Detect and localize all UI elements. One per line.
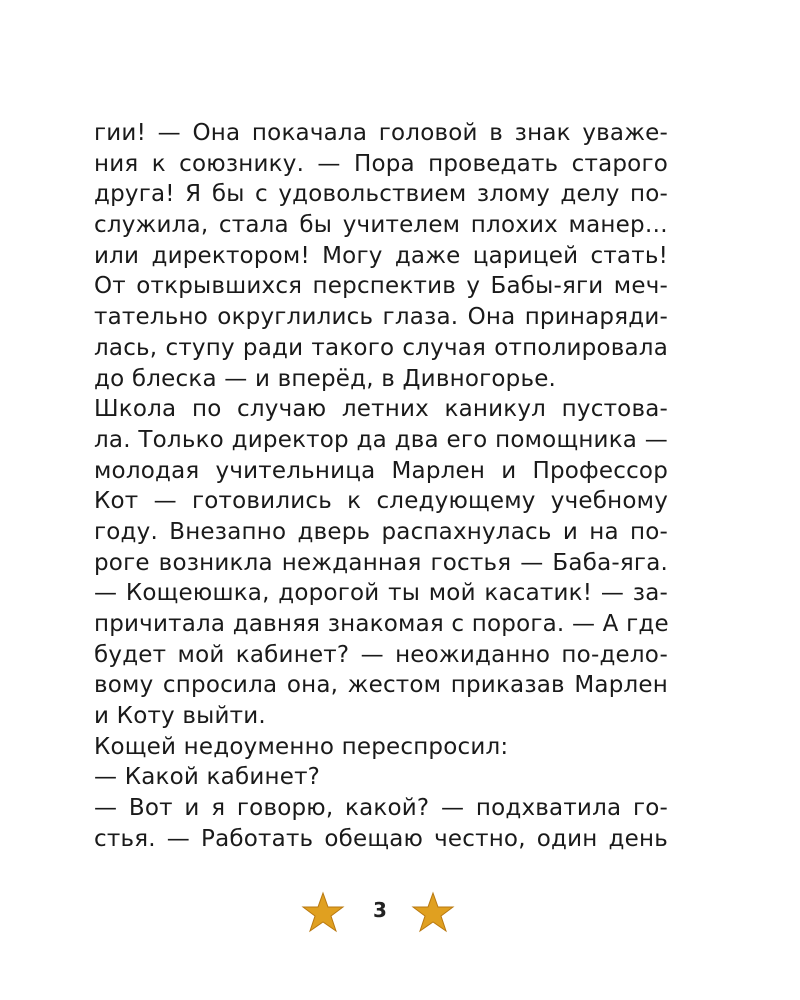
text-line: лась, ступу ради такого случая отполировала xyxy=(94,334,668,361)
text-line: друга! Я бы с удовольствием злому делу по- xyxy=(94,181,668,208)
text-line: — Какой кабинет? xyxy=(94,764,321,791)
text-line: причитала давняя знакомая с порога. — А где xyxy=(94,611,669,637)
text-line: и Коту выйти. xyxy=(94,703,266,730)
text-line: до блеска — и вперёд, в Дивногорье. xyxy=(94,365,557,392)
star-icon xyxy=(300,890,346,936)
text-line: будет мой кабинет? — неожиданно по-делo- xyxy=(94,641,668,668)
text-line: тательно округлились глаза. Она принаряди- xyxy=(94,304,668,331)
text-line: или директором! Могу даже царицей стать! xyxy=(94,242,668,269)
page-footer xyxy=(0,890,800,950)
text-line: вому спросила она, жестом приказав Марлен xyxy=(94,672,668,699)
text-line: году. Внезапно дверь распахнулась и на по- xyxy=(94,518,668,545)
text-line: служила, стала бы учителем плохих манер… xyxy=(94,212,668,239)
text-line: роге возникла нежданная гостья — Баба-яга. xyxy=(94,549,668,576)
text-line: стья. — Работать обещаю честно, один день xyxy=(94,825,668,852)
text-line: Школа по случаю летних каникул пустова- xyxy=(94,396,668,423)
page-number: 3 xyxy=(373,898,387,922)
text-line: ния к союзнику. — Пора проведать старого xyxy=(94,150,668,177)
text-line: — Вот и я говорю, какой? — подхватила го- xyxy=(94,795,668,822)
text-line: — Кощеюшка, дорогой ты мой касатик! — за- xyxy=(94,580,668,607)
text-line: Кот — готовились к следующему учебному xyxy=(94,488,668,515)
body-text xyxy=(94,118,668,855)
text-line: От открывшихся перспектив у Бабы-яги меч- xyxy=(94,273,668,300)
star-icon xyxy=(410,890,456,936)
text-line: ла. Только директор да два его помощника — xyxy=(94,426,668,453)
text-line: молодая учительница Марлен и Профессор xyxy=(94,457,668,484)
text-line: Кощей недоуменно переспросил: xyxy=(94,733,509,760)
text-line: гии! — Она покачала головой в знак уваже- xyxy=(94,120,668,146)
